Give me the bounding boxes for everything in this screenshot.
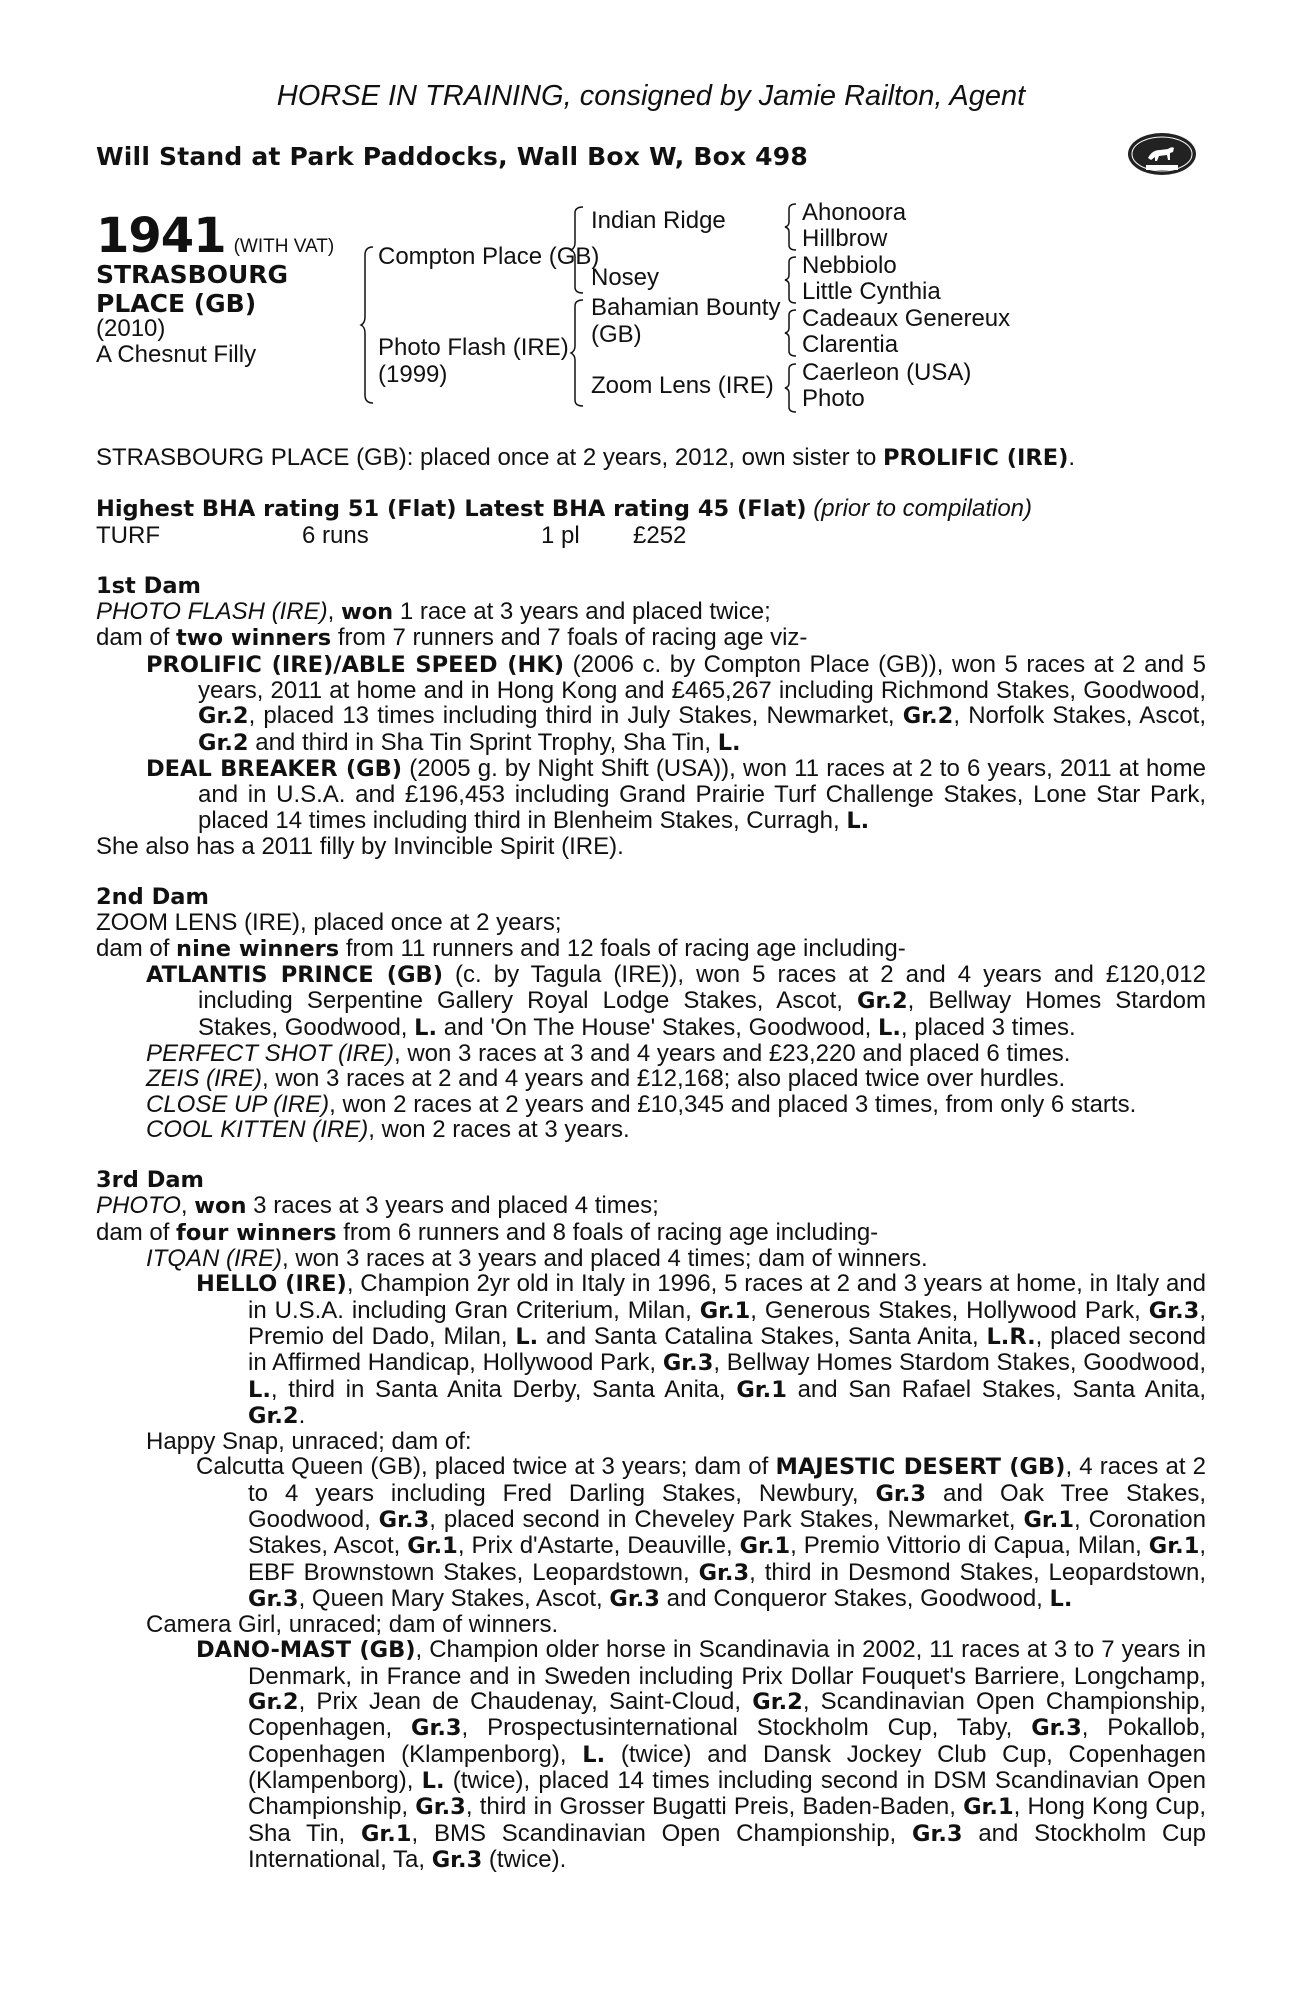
dam3-progeny: ITQAN (IRE), won 3 races at 3 years and placed 4 times; dam of winners. (146, 1245, 928, 1273)
foaling-year: (2010) (96, 315, 166, 342)
ancestor-g7: Caerleon (USA) (802, 359, 972, 386)
dam2-heading: 2nd Dam (96, 884, 209, 911)
race-earnings: £252 (633, 521, 687, 549)
page-title: HORSE IN TRAINING, consigned by Jamie Railton, Agent (276, 80, 1026, 112)
dam-sire-name: Bahamian Bounty (591, 294, 781, 321)
grandsire-pair-2 (802, 253, 941, 305)
lot-header (96, 208, 334, 264)
rating-line: Highest BHA rating 51 (Flat) Latest BHA rating 45 (Flat) (prior to compilation) (96, 495, 1033, 523)
ancestor-g1: Ahonoora (802, 199, 907, 226)
summary-line: STRASBOURG PLACE (GB): placed once at 2 years, 2012, own sister to PROLIFIC (IRE). (96, 444, 1076, 471)
sire: Compton Place (GB) (378, 243, 600, 270)
vat-note: (WITH VAT) (233, 236, 335, 257)
dam2-progeny: CLOSE UP (IRE), won 2 races at 2 years and £10,345 and placed 3 times, from only 6 starts. (146, 1090, 1137, 1118)
dam3-grandprogeny: Calcutta Queen (GB), placed twice at 3 years; dam of MAJESTIC DESERT (GB), 4 races at 2 to 4 years including Fred Darling Stakes, Newbury, Gr.3 and Oak Tree Stakes, Goodwood, Gr.3, placed second in Cheveley Park Stakes, Newmarket, Gr.1, Coronation Stakes, Ascot, Gr.1, Prix d'Astarte, Deauville, Gr.1, Premio Vittorio di Capua, Milan, Gr.1, EBF Brownstown Stakes, Leopardstown, Gr.3, third in Desmond Stakes, Leopardstown, Gr.3, Queen Mary Stakes, Ascot, Gr.3 and Conqueror Stakes, Goodwood, L. (196, 1453, 1207, 1612)
dam1-line: She also has a 2011 filly by Invincible Spirit (IRE). (96, 832, 624, 860)
dam1-progeny: DEAL BREAKER (GB) (2005 g. by Night Shift (USA)), won 11 races at 2 to 6 years, 2011 at home and in U.S.A. and £196,453 including Grand Prairie Turf Challenge Stakes, Lone Star Park, placed 14 times including third in Blenheim Stakes, Curragh, L. (146, 754, 1206, 834)
horse-name-line2: PLACE (GB) (96, 289, 257, 318)
pedigree-bracket (571, 205, 585, 295)
dam2-line: dam of nine winners from 11 runners and 12 foals of racing age including- (96, 934, 906, 962)
pedigree-brace (784, 255, 798, 305)
ancestor-g2: Hillbrow (802, 225, 888, 252)
dam2-progeny: ATLANTIS PRINCE (GB) (c. by Tagula (IRE)), won 5 races at 2 and 4 years and £120,012 including Serpentine Gallery Royal Lodge Stakes, Ascot, Gr.2, Bellway Homes Stardom Stakes, Goodwood, L. and 'On The House' Stakes, Goodwood, L., placed 3 times. (146, 961, 1206, 1041)
dam-sire (591, 294, 780, 348)
pedigree-block (96, 200, 1206, 430)
dam3-line: dam of four winners from 6 runners and 8 foals of racing age including- (96, 1218, 879, 1246)
horse-name (96, 260, 288, 318)
race-runs: 6 runs (302, 521, 369, 549)
dam-dam: Zoom Lens (IRE) (591, 372, 774, 399)
catalogue-body (96, 445, 1206, 1873)
dam2-progeny: COOL KITTEN (IRE), won 2 races at 3 years. (146, 1115, 630, 1143)
pedigree-brace (784, 362, 798, 414)
dam1-progeny: PROLIFIC (IRE)/ABLE SPEED (HK) (2006 c. by Compton Place (GB)), won 5 races at 2 and 5 years, 2011 at home and in Hong Kong and £465,267 including Richmond Stakes, Goodwood, Gr.2, placed 13 times including third in July Stakes, Newmarket, Gr.2, Norfolk Stakes, Ascot, Gr.2 and third in Sha Tin Sprint Trophy, Sha Tin, L. (146, 650, 1206, 756)
pedigree-brace (784, 308, 798, 358)
grandsire-pair-3 (802, 306, 1010, 358)
stand-location: Will Stand at Park Paddocks, Wall Box W, Box 498 (96, 142, 808, 171)
ancestor-g8: Photo (802, 385, 865, 412)
pedigree-brace (784, 202, 798, 252)
grandsire-pair-4 (802, 360, 971, 412)
training-bonus-badge-icon (1126, 130, 1198, 178)
ancestor-g3: Nebbiolo (802, 252, 897, 279)
dam-name: Photo Flash (IRE) (378, 334, 569, 361)
dam-year: (1999) (378, 361, 448, 388)
dam3-grandprogeny: DANO-MAST (GB), Champion older horse in Scandinavia in 2002, 11 races at 3 to 7 years in Denmark, in France and in Sweden including Prix Dollar Fouquet's Barriere, Longchamp, Gr.2, Prix Jean de Chaudenay, Saint-Cloud, Gr.2, Scandinavian Open Championship, Copenhagen, Gr.3, Prospectusinternational Stockholm Cup, Taby, Gr.3, Pokallob, Copenhagen (Klampenborg), L. (twice) and Dansk Jockey Club Cup, Copenhagen (Klampenborg), L. (twice), placed 14 times including second in DSM Scandinavian Open Championship, Gr.3, third in Grosser Bugatti Preis, Baden-Baden, Gr.1, Hong Kong Cup, Sha Tin, Gr.1, BMS Scandinavian Open Championship, Gr.3 and Stockholm Cup International, Ta, Gr.3 (twice). (196, 1636, 1207, 1873)
ancestor-g5: Cadeaux Genereux (802, 305, 1011, 332)
dam1-line: PHOTO FLASH (IRE), won 1 race at 3 years and placed twice; (96, 598, 771, 626)
pedigree-bracket (361, 245, 375, 405)
dam2-line: ZOOM LENS (IRE), placed once at 2 years; (96, 909, 562, 937)
horse-name-line1: STRASBOURG (96, 260, 289, 289)
lot-number: 1941 (96, 208, 226, 264)
pedigree-bracket (571, 298, 585, 408)
ancestor-g6: Clarentia (802, 331, 899, 358)
race-placed: 1 pl (541, 521, 580, 549)
grandsire-pair-1 (802, 200, 906, 252)
race-record (96, 523, 1206, 548)
dam-sire-country: (GB) (591, 321, 642, 348)
sire-sire: Indian Ridge (591, 207, 726, 234)
dam3-heading: 3rd Dam (96, 1167, 204, 1194)
dam3-progeny: Camera Girl, unraced; dam of winners. (146, 1611, 559, 1639)
dam (378, 334, 569, 388)
horse-description: A Chesnut Filly (96, 341, 257, 368)
dam1-heading: 1st Dam (96, 572, 201, 599)
race-surface: TURF (96, 521, 160, 549)
sire-dam: Nosey (591, 264, 660, 291)
dam1-line: dam of two winners from 7 runners and 7 foals of racing age viz- (96, 624, 808, 652)
ancestor-g4: Little Cynthia (802, 278, 941, 305)
dam3-grandprogeny: HELLO (IRE), Champion 2yr old in Italy in 1996, 5 races at 2 and 3 years at home, in Italy and in U.S.A. including Gran Criterium, Milan, Gr.1, Generous Stakes, Hollywood Park, Gr.3, Premio del Dado, Milan, L. and Santa Catalina Stakes, Santa Anita, L.R., placed second in Affirmed Handicap, Hollywood Park, Gr.3, Bellway Homes Stardom Stakes, Goodwood, L., third in Santa Anita Derby, Santa Anita, Gr.1 and San Rafael Stakes, Santa Anita, Gr.2. (196, 1270, 1207, 1429)
dam3-line: PHOTO, won 3 races at 3 years and placed 4 times; (96, 1192, 659, 1220)
dam2-progeny: PERFECT SHOT (IRE), won 3 races at 3 and 4 years and £23,220 and placed 6 times. (146, 1039, 1071, 1067)
dam2-progeny: ZEIS (IRE), won 3 races at 2 and 4 years and £12,168; also placed twice over hurdles. (146, 1065, 1066, 1093)
dam3-progeny: Happy Snap, unraced; dam of: (146, 1428, 472, 1456)
